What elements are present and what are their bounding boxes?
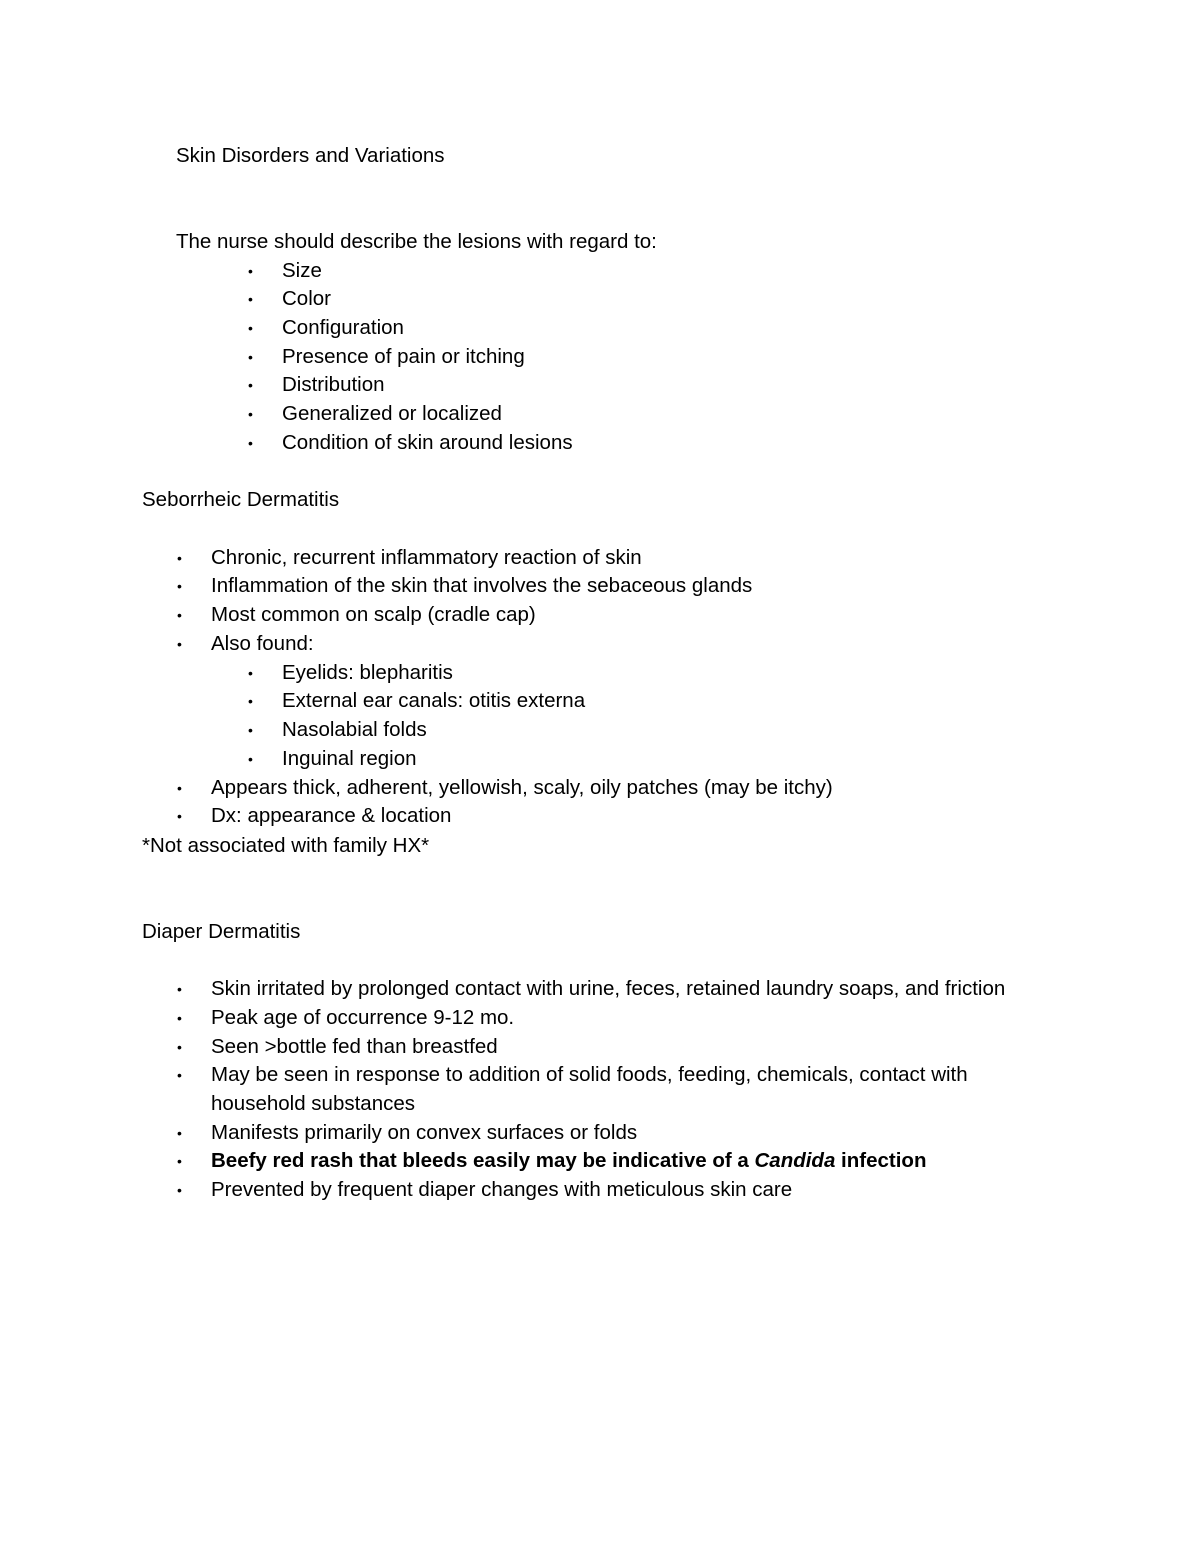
- bullet: •: [177, 607, 182, 623]
- list-item: Most common on scalp (cradle cap): [211, 603, 536, 626]
- list-item: Dx: appearance & location: [211, 804, 452, 827]
- bullet: •: [177, 1153, 182, 1169]
- bullet: •: [248, 693, 253, 709]
- list-item: Skin irritated by prolonged contact with urine, feces, retained laundry soaps, and friction: [211, 977, 1006, 1000]
- list-item: Generalized or localized: [282, 402, 502, 425]
- sub-list-item: Nasolabial folds: [282, 718, 427, 741]
- list-item: Prevented by frequent diaper changes with meticulous skin care: [211, 1178, 793, 1201]
- seborrheic-note: *Not associated with family HX*: [142, 834, 430, 857]
- bullet: •: [177, 1039, 182, 1055]
- bullet: •: [248, 435, 253, 451]
- bullet: •: [248, 320, 253, 336]
- list-item: Size: [282, 259, 322, 282]
- bullet: •: [177, 981, 182, 997]
- bullet: •: [177, 550, 182, 566]
- sub-list-item: Eyelids: blepharitis: [282, 661, 453, 684]
- list-item: Manifests primarily on convex surfaces or folds: [211, 1121, 638, 1144]
- bullet: •: [248, 722, 253, 738]
- bullet: •: [177, 808, 182, 824]
- bullet: •: [248, 291, 253, 307]
- bullet: •: [177, 780, 182, 796]
- bullet: •: [177, 1125, 182, 1141]
- bullet: •: [177, 1182, 182, 1198]
- list-item: Seen >bottle fed than breastfed: [211, 1035, 498, 1058]
- bullet: •: [177, 636, 182, 652]
- list-item: Peak age of occurrence 9-12 mo.: [211, 1006, 515, 1029]
- section-heading-seborrheic: Seborrheic Dermatitis: [142, 488, 340, 511]
- bullet: •: [248, 349, 253, 365]
- list-item: Also found:: [211, 632, 314, 655]
- sub-list-item: External ear canals: otitis externa: [282, 689, 586, 712]
- sub-list-item: Inguinal region: [282, 747, 417, 770]
- list-item: May be seen in response to addition of solid foods, feeding, chemicals, contact with: [211, 1063, 968, 1086]
- bold-text-after: infection: [835, 1149, 927, 1172]
- list-item: Condition of skin around lesions: [282, 431, 573, 454]
- bullet: •: [248, 263, 253, 279]
- list-item: Color: [282, 287, 331, 310]
- bullet: •: [248, 377, 253, 393]
- section-heading-diaper: Diaper Dermatitis: [142, 920, 301, 943]
- bold-text-before: Beefy red rash that bleeds easily may be indicative of a: [211, 1149, 755, 1172]
- list-item-bold: [211, 1147, 926, 1175]
- bullet: •: [248, 406, 253, 422]
- bullet: •: [177, 1067, 182, 1083]
- candida-italic: Candida: [754, 1149, 836, 1172]
- list-item: Presence of pain or itching: [282, 345, 525, 368]
- intro-lead: The nurse should describe the lesions with regard to:: [176, 230, 657, 253]
- bullet: •: [177, 1010, 182, 1026]
- list-item: Appears thick, adherent, yellowish, scaly, oily patches (may be itchy): [211, 776, 833, 799]
- list-item-continuation: household substances: [211, 1092, 416, 1115]
- bullet: •: [248, 665, 253, 681]
- list-item: Distribution: [282, 373, 385, 396]
- page-title: Skin Disorders and Variations: [176, 144, 445, 167]
- list-item: Chronic, recurrent inflammatory reaction of skin: [211, 546, 642, 569]
- bullet: •: [177, 578, 182, 594]
- list-item: Inflammation of the skin that involves the sebaceous glands: [211, 574, 753, 597]
- bullet: •: [248, 751, 253, 767]
- list-item: Configuration: [282, 316, 404, 339]
